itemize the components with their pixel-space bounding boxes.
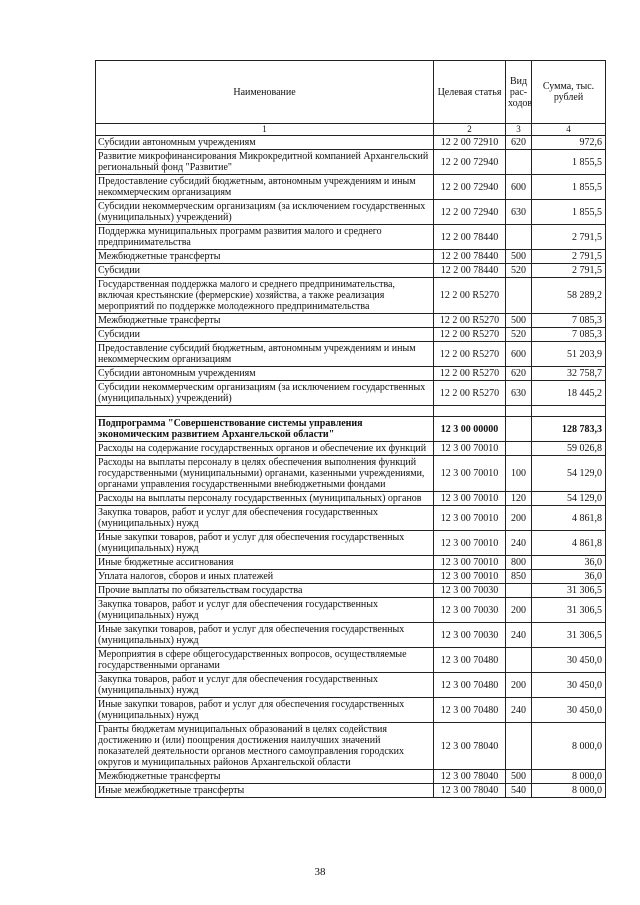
row-name: Закупка товаров, работ и услуг для обеспечения государственных (муниципальных) нужд (96, 598, 434, 623)
row-expense-type: 200 (506, 673, 532, 698)
row-target-article: 12 2 00 72940 (434, 175, 506, 200)
row-expense-type: 540 (506, 784, 532, 798)
row-amount (532, 406, 606, 417)
row-name: Подпрограмма "Совершенствование системы управления экономическим развитием Архангельской области" (96, 417, 434, 442)
table-row (96, 225, 606, 250)
row-amount: 32 758,7 (532, 367, 606, 381)
row-name: Иные закупки товаров, работ и услуг для обеспечения государственных (муниципальных) нужд (96, 531, 434, 556)
row-expense-type: 600 (506, 342, 532, 367)
row-target-article (434, 406, 506, 417)
table-row (96, 570, 606, 584)
row-expense-type (506, 278, 532, 314)
table-row (96, 200, 606, 225)
row-expense-type: 500 (506, 250, 532, 264)
row-amount: 31 306,5 (532, 584, 606, 598)
row-target-article: 12 3 00 70010 (434, 492, 506, 506)
column-number: 1 (96, 124, 434, 136)
row-expense-type: 200 (506, 598, 532, 623)
row-expense-type: 620 (506, 136, 532, 150)
row-name: Закупка товаров, работ и услуг для обеспечения государственных (муниципальных) нужд (96, 506, 434, 531)
row-name: Мероприятия в сфере общегосударственных вопросов, осуществляемые государственными органами (96, 648, 434, 673)
budget-page (95, 60, 605, 798)
row-amount: 36,0 (532, 570, 606, 584)
row-expense-type (506, 417, 532, 442)
table-row (96, 136, 606, 150)
row-target-article: 12 3 00 70010 (434, 442, 506, 456)
row-target-article: 12 2 00 72940 (434, 200, 506, 225)
table-body (96, 136, 606, 798)
row-name: Прочие выплаты по обязательствам государства (96, 584, 434, 598)
row-target-article: 12 3 00 70010 (434, 570, 506, 584)
row-amount: 972,6 (532, 136, 606, 150)
column-number: 2 (434, 124, 506, 136)
row-name: Субсидии (96, 264, 434, 278)
table-row (96, 442, 606, 456)
row-expense-type: 500 (506, 314, 532, 328)
column-number-row (96, 124, 606, 136)
row-name: Иные закупки товаров, работ и услуг для обеспечения государственных (муниципальных) нужд (96, 698, 434, 723)
row-expense-type: 850 (506, 570, 532, 584)
row-target-article: 12 3 00 70030 (434, 598, 506, 623)
header-name: Наименование (96, 61, 434, 124)
row-name: Расходы на выплаты персоналу в целях обеспечения выполнения функций государственными (муниципальными) органами, казенными учреждениями, органами управления государственными внебюджетными фондами (96, 456, 434, 492)
row-target-article: 12 3 00 70010 (434, 456, 506, 492)
header-row (96, 61, 606, 124)
row-name: Межбюджетные трансферты (96, 250, 434, 264)
row-expense-type: 240 (506, 531, 532, 556)
row-name: Закупка товаров, работ и услуг для обеспечения государственных (муниципальных) нужд (96, 673, 434, 698)
row-amount: 51 203,9 (532, 342, 606, 367)
row-target-article: 12 2 00 78440 (434, 264, 506, 278)
row-expense-type: 100 (506, 456, 532, 492)
row-amount: 8 000,0 (532, 723, 606, 770)
row-expense-type (506, 442, 532, 456)
table-row (96, 698, 606, 723)
table-row (96, 623, 606, 648)
table-row (96, 175, 606, 200)
table-row (96, 492, 606, 506)
row-amount: 31 306,5 (532, 598, 606, 623)
row-expense-type: 630 (506, 381, 532, 406)
header-sum: Сумма, тыс. рублей (532, 61, 606, 124)
row-amount: 1 855,5 (532, 150, 606, 175)
row-name: Субсидии автономным учреждениям (96, 136, 434, 150)
row-target-article: 12 3 00 78040 (434, 784, 506, 798)
column-number: 4 (532, 124, 606, 136)
row-target-article: 12 3 00 70480 (434, 698, 506, 723)
table-row (96, 598, 606, 623)
row-amount: 36,0 (532, 556, 606, 570)
row-amount: 2 791,5 (532, 264, 606, 278)
column-number: 3 (506, 124, 532, 136)
row-expense-type (506, 584, 532, 598)
table-row (96, 531, 606, 556)
row-name: Уплата налогов, сборов и иных платежей (96, 570, 434, 584)
table-row (96, 342, 606, 367)
row-target-article: 12 2 00 R5270 (434, 342, 506, 367)
row-amount: 4 861,8 (532, 531, 606, 556)
row-amount: 128 783,3 (532, 417, 606, 442)
row-target-article: 12 2 00 78440 (434, 250, 506, 264)
row-target-article: 12 2 00 R5270 (434, 328, 506, 342)
row-target-article: 12 3 00 70010 (434, 506, 506, 531)
row-expense-type: 520 (506, 328, 532, 342)
row-target-article: 12 2 00 72910 (434, 136, 506, 150)
row-amount: 30 450,0 (532, 698, 606, 723)
table-row (96, 584, 606, 598)
row-name: Субсидии (96, 328, 434, 342)
table-row (96, 556, 606, 570)
row-target-article: 12 3 00 70030 (434, 584, 506, 598)
row-target-article: 12 3 00 70480 (434, 648, 506, 673)
table-row (96, 506, 606, 531)
table-row (96, 278, 606, 314)
row-expense-type: 200 (506, 506, 532, 531)
row-expense-type (506, 648, 532, 673)
row-amount: 1 855,5 (532, 200, 606, 225)
row-expense-type (506, 225, 532, 250)
row-expense-type: 630 (506, 200, 532, 225)
row-amount: 30 450,0 (532, 648, 606, 673)
row-name: Иные закупки товаров, работ и услуг для обеспечения государственных (муниципальных) нужд (96, 623, 434, 648)
row-expense-type (506, 150, 532, 175)
row-target-article: 12 2 00 R5270 (434, 278, 506, 314)
row-name: Иные межбюджетные трансферты (96, 784, 434, 798)
row-target-article: 12 2 00 R5270 (434, 367, 506, 381)
row-amount: 8 000,0 (532, 770, 606, 784)
row-name: Развитие микрофинансирования Микрокредитной компанией Архангельский региональный фонд "Развитие" (96, 150, 434, 175)
table-row (96, 328, 606, 342)
row-target-article: 12 2 00 78440 (434, 225, 506, 250)
row-target-article: 12 3 00 70010 (434, 531, 506, 556)
row-amount: 2 791,5 (532, 225, 606, 250)
row-name: Расходы на выплаты персоналу государственных (муниципальных) органов (96, 492, 434, 506)
table-row (96, 648, 606, 673)
row-amount: 1 855,5 (532, 175, 606, 200)
table-row (96, 456, 606, 492)
row-amount: 7 085,3 (532, 328, 606, 342)
row-target-article: 12 3 00 70010 (434, 556, 506, 570)
table-row (96, 770, 606, 784)
row-target-article: 12 3 00 78040 (434, 723, 506, 770)
table-row (96, 381, 606, 406)
table-row (96, 314, 606, 328)
row-expense-type: 800 (506, 556, 532, 570)
row-amount: 59 026,8 (532, 442, 606, 456)
row-name: Предоставление субсидий бюджетным, автономным учреждениям и иным некоммерческим организациям (96, 342, 434, 367)
row-target-article: 12 3 00 00000 (434, 417, 506, 442)
row-name: Государственная поддержка малого и среднего предпринимательства, включая крестьянские (фермерские) хозяйства, а также реализация мероприятий по поддержке молодежного предпринимательства (96, 278, 434, 314)
page-number: 38 (314, 866, 326, 878)
row-amount: 58 289,2 (532, 278, 606, 314)
table-row (96, 250, 606, 264)
header-type: Вид рас-ходов (506, 61, 532, 124)
row-target-article: 12 3 00 78040 (434, 770, 506, 784)
row-amount: 31 306,5 (532, 623, 606, 648)
row-name: Межбюджетные трансферты (96, 770, 434, 784)
row-expense-type (506, 723, 532, 770)
row-name: Субсидии некоммерческим организациям (за исключением государственных (муниципальных) учреждений) (96, 381, 434, 406)
row-expense-type: 620 (506, 367, 532, 381)
row-target-article: 12 3 00 70030 (434, 623, 506, 648)
row-target-article: 12 2 00 R5270 (434, 314, 506, 328)
row-name: Поддержка муниципальных программ развития малого и среднего предпринимательства (96, 225, 434, 250)
table-row (96, 264, 606, 278)
table-row (96, 673, 606, 698)
row-expense-type: 500 (506, 770, 532, 784)
row-amount: 54 129,0 (532, 456, 606, 492)
row-target-article: 12 2 00 R5270 (434, 381, 506, 406)
budget-table (95, 60, 606, 798)
table-row (96, 150, 606, 175)
subprogram-row (96, 417, 606, 442)
row-amount: 8 000,0 (532, 784, 606, 798)
row-expense-type: 120 (506, 492, 532, 506)
row-amount: 54 129,0 (532, 492, 606, 506)
table-row (96, 784, 606, 798)
row-amount: 30 450,0 (532, 673, 606, 698)
row-amount: 18 445,2 (532, 381, 606, 406)
row-name: Субсидии автономным учреждениям (96, 367, 434, 381)
row-expense-type: 240 (506, 698, 532, 723)
row-target-article: 12 3 00 70480 (434, 673, 506, 698)
table-row (96, 367, 606, 381)
row-expense-type: 600 (506, 175, 532, 200)
row-name: Предоставление субсидий бюджетным, автономным учреждениям и иным некоммерческим организациям (96, 175, 434, 200)
header-code: Целевая статья (434, 61, 506, 124)
row-expense-type (506, 406, 532, 417)
row-target-article: 12 2 00 72940 (434, 150, 506, 175)
row-name: Иные бюджетные ассигнования (96, 556, 434, 570)
row-name: Межбюджетные трансферты (96, 314, 434, 328)
spacer-row (96, 406, 606, 417)
row-amount: 4 861,8 (532, 506, 606, 531)
row-name: Гранты бюджетам муниципальных образований в целях содействия достижению и (или) поощрения достижения наилучших значений показателей деятельности органов местного самоуправления городских округов и муниципальных районов Архангельской области (96, 723, 434, 770)
row-name (96, 406, 434, 417)
row-name: Субсидии некоммерческим организациям (за исключением государственных (муниципальных) учреждений) (96, 200, 434, 225)
table-row (96, 723, 606, 770)
row-name: Расходы на содержание государственных органов и обеспечение их функций (96, 442, 434, 456)
row-expense-type: 240 (506, 623, 532, 648)
row-amount: 2 791,5 (532, 250, 606, 264)
row-amount: 7 085,3 (532, 314, 606, 328)
row-expense-type: 520 (506, 264, 532, 278)
